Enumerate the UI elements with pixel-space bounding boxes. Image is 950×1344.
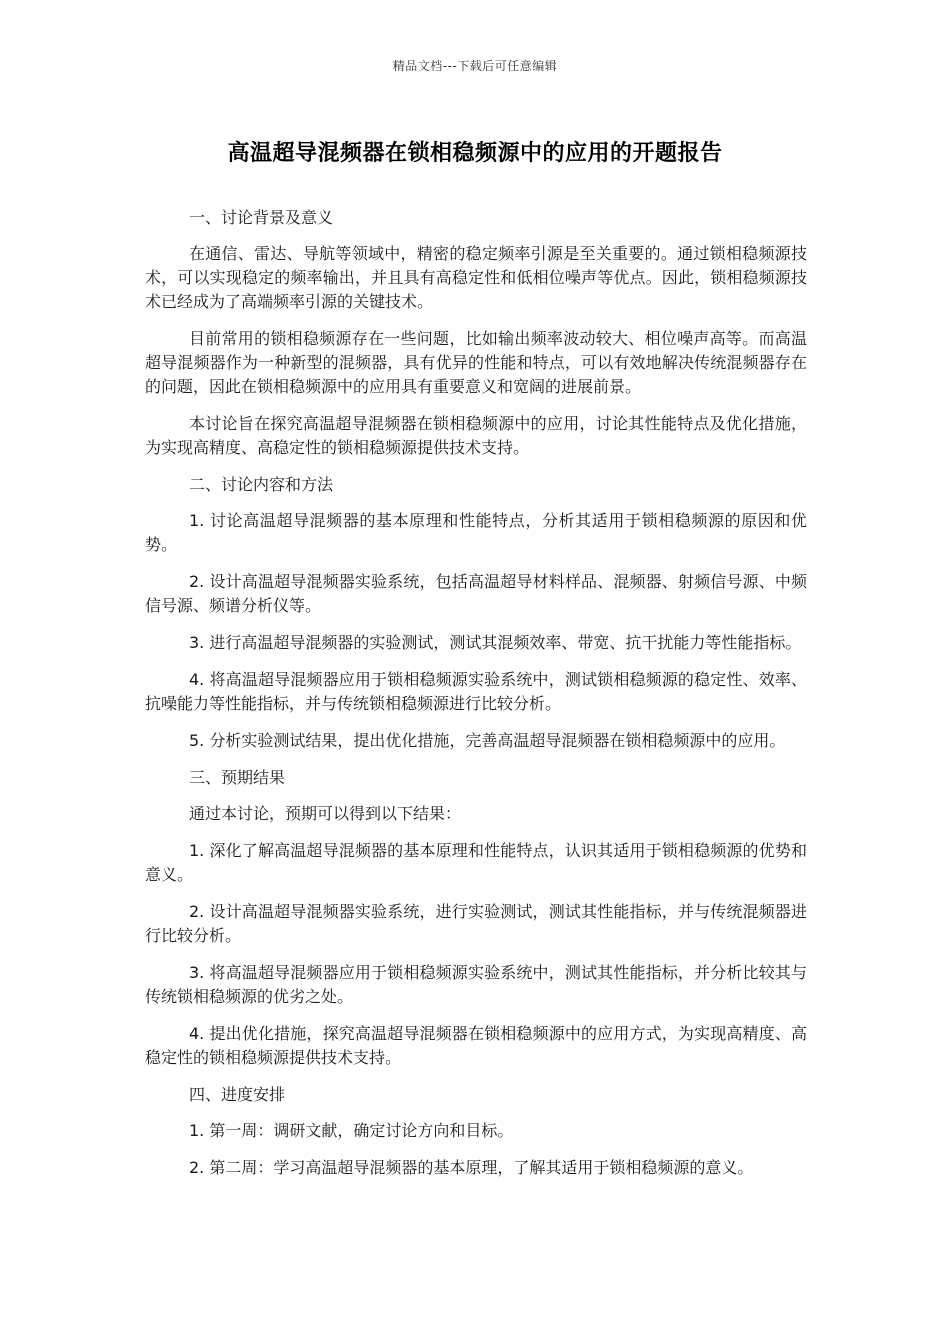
document-body	[145, 206, 807, 1193]
paragraph: 通过本讨论，预期可以得到以下结果：	[189, 804, 462, 823]
list-item: 4. 将高温超导混频器应用于锁相稳频源实验系统中，测试锁相稳频源的稳定性、效率、抗噪能力等性能指标，并与传统锁相稳频源进行比较分析。	[145, 670, 807, 713]
section-expected-results	[145, 766, 807, 1070]
paragraph: 目前常用的锁相稳频源存在一些问题，比如输出频率波动较大、相位噪声高等。而高温超导混频器作为一种新型的混频器，具有优异的性能和特点，可以有效地解决传统混频器存在的问题，因此在锁相稳频源中的应用具有重要意义和宽阔的进展前景。	[145, 329, 807, 396]
section-heading: 二、讨论内容和方法	[189, 475, 334, 494]
list-item: 1. 深化了解高温超导混频器的基本原理和性能特点，认识其适用于锁相稳频源的优势和意义。	[145, 841, 807, 884]
list-item: 4. 提出优化措施，探究高温超导混频器在锁相稳频源中的应用方式，为实现高精度、高稳定性的锁相稳频源提供技术支持。	[145, 1024, 807, 1067]
document-title: 高温超导混频器在锁相稳频源中的应用的开题报告	[227, 141, 723, 166]
list-item: 3. 将高温超导混频器应用于锁相稳频源实验系统中，测试其性能指标，并分析比较其与传统锁相稳频源的优劣之处。	[145, 963, 807, 1006]
list-item: 1. 第一周：调研文献，确定讨论方向和目标。	[189, 1121, 514, 1140]
section-heading: 四、进度安排	[189, 1085, 286, 1104]
list-item: 2. 设计高温超导混频器实验系统，包括高温超导材料样品、混频器、射频信号源、中频信号源、频谱分析仪等。	[145, 572, 807, 615]
list-item: 2. 第二周：学习高温超导混频器的基本原理，了解其适用于锁相稳频源的意义。	[189, 1158, 754, 1177]
page-header-note: 精品文档---下载后可任意编辑	[392, 59, 558, 73]
section-heading: 三、预期结果	[189, 768, 286, 787]
section-content-methods	[145, 473, 807, 753]
section-schedule	[145, 1083, 807, 1180]
list-item: 5. 分析实验测试结果，提出优化措施，完善高温超导混频器在锁相稳频源中的应用。	[189, 731, 786, 750]
paragraph: 本讨论旨在探究高温超导混频器在锁相稳频源中的应用，讨论其性能特点及优化措施，为实现高精度、高稳定性的锁相稳频源提供技术支持。	[145, 414, 807, 457]
list-item: 2. 设计高温超导混频器实验系统，进行实验测试，测试其性能指标，并与传统混频器进行比较分析。	[145, 902, 807, 945]
section-background	[145, 206, 807, 460]
section-heading: 一、讨论背景及意义	[189, 208, 334, 227]
paragraph: 在通信、雷达、导航等领域中，精密的稳定频率引源是至关重要的。通过锁相稳频源技术，可以实现稳定的频率输出，并且具有高稳定性和低相位噪声等优点。因此，锁相稳频源技术已经成为了高端频率引源的关键技术。	[145, 244, 807, 311]
list-item: 3. 进行高温超导混频器的实验测试，测试其混频效率、带宽、抗干扰能力等性能指标。	[189, 633, 802, 652]
list-item: 1. 讨论高温超导混频器的基本原理和性能特点，分析其适用于锁相稳频源的原因和优势。	[145, 511, 807, 554]
